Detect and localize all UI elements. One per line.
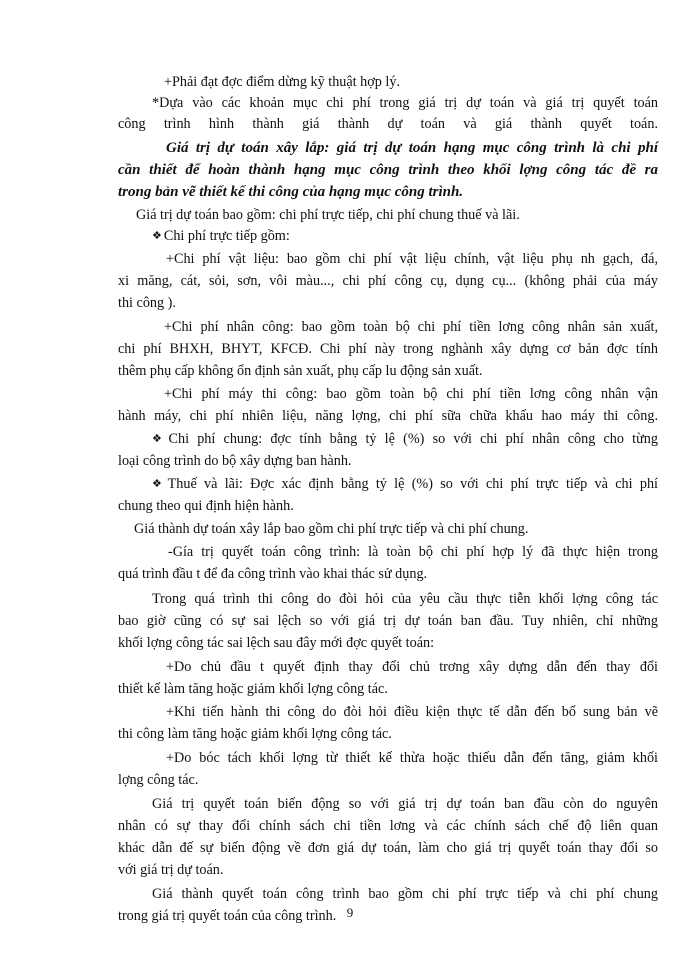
text-line: +Do chủ đầu t quyết định thay đổi chủ trơng xây dựng dẫn đến thay đổi: [166, 659, 658, 675]
text-line: +Chi phí máy thi công: bao gồm toàn bộ chi phí tiền lơng công nhân vận: [164, 386, 658, 402]
text-line: -Gía trị quyết toán công trình: là toàn bộ chi phí hợp lý đã thực hiện trong: [168, 544, 658, 560]
text-line: loại công trình do bộ xây dựng ban hành.: [118, 453, 352, 469]
emphasis-line: trong bản vẽ thiết kế thi công của hạng mục công trình.: [118, 184, 464, 200]
text-line: khác dẫn đế sự biến động về đơn giá dự toán, làm cho giá trị quyết toán thay đổi so: [118, 840, 658, 856]
bullet-line: ❖ Thuế và lãi: Đợc xác định bằng tỷ lệ (%) so với chi phí trực tiếp và chi phí: [152, 474, 658, 496]
text-line: +Khi tiến hành thi công do đòi hỏi điều kiện thực tế dẫn đến bổ sung bản vẽ: [166, 704, 658, 720]
text-line: Giá trị quyết toán biến động so với giá trị dự toán ban đầu còn do nguyên: [152, 796, 658, 812]
text-line: chung theo qui định hiện hành.: [118, 498, 294, 514]
text-line: +Do bóc tách khối lợng từ thiết kế thừa hoặc thiếu dẫn đến tăng, giảm khối: [166, 750, 658, 766]
text-line: +Chi phí nhân công: bao gồm toàn bộ chi phí tiền lơng công nhân sản xuất,: [164, 319, 658, 335]
page-number: 9: [346, 905, 354, 920]
text-line: khối lợng công tác sai lệch sau đây mới đợc quyết toán:: [118, 635, 435, 651]
text-line: +Chi phí vật liệu: bao gồm chi phí vật liệu chính, vật liệu phụ nh gạch, đá,: [166, 251, 658, 267]
bullet-line: ❖ Chi phí chung: đợc tính bằng tỷ lệ (%) so với chi phí nhân công cho từng: [152, 429, 658, 451]
text-line: quá trình đầu t để đa công trình vào khai thác sử dụng.: [118, 566, 428, 582]
text-line: với giá trị dự toán.: [118, 862, 224, 878]
bullet-line: ❖ Chi phí trực tiếp gồm:: [152, 226, 658, 248]
text-line: bao giờ cũng có sự sai lệch so với giá trị dự toán ban đầu. Tuy nhiên, chỉ những: [118, 613, 658, 629]
text-line: thêm phụ cấp không ổn định sản xuất, phụ cấp lu động sản xuất.: [118, 363, 483, 379]
text-line: Trong quá trình thi công do đòi hỏi của yêu cầu thực tiễn khối lợng công tác: [152, 591, 658, 607]
text-line: hành máy, chi phí nhiên liệu, năng lợng, chi phí sữa chữa khấu hao máy thi công.: [118, 408, 658, 424]
text-line: trong giá trị quyết toán của công trình.: [118, 908, 337, 924]
text-line: +Phải đạt đợc điểm dừng kỹ thuật hợp lý.: [164, 74, 400, 90]
text-line: Giá thành quyết toán công trình bao gồm chi phí trực tiếp và chi phí chung: [152, 886, 658, 902]
text-line: lợng công tác.: [118, 772, 199, 788]
emphasis-line: Giá trị dự toán xây lắp: giá trị dự toán hạng mục công trình là chi phí: [166, 140, 658, 156]
text-line: thi công ).: [118, 295, 176, 311]
text-line: Giá thành dự toán xây lắp bao gồm chi phí trực tiếp và chi phí chung.: [134, 521, 529, 537]
text-line: thiết kế làm tăng hoặc giảm khối lợng công tác.: [118, 681, 388, 697]
text-line: Giá trị dự toán bao gồm: chi phí trực tiếp, chi phí chung thuế và lãi.: [136, 207, 520, 223]
text-line: chi phí BHXH, BHYT, KFCĐ. Chi phí này trong nghành xây dựng cơ bản đợc tính: [118, 341, 658, 357]
text-line: thi công làm tăng hoặc giảm khối lợng công tác.: [118, 726, 392, 742]
text-line: *Dựa vào các khoản mục chi phí trong giá trị dự toán và giá trị quyết toán: [152, 95, 658, 111]
emphasis-line: cần thiết để hoàn thành hạng mục công trình theo khối lợng công tác đề ra: [118, 162, 658, 178]
text-line: xi măng, cát, sỏi, sơn, vôi màu..., chi phí công cụ, dụng cụ... (không phải của máy: [118, 273, 658, 289]
text-line: công trình hình thành giá thành dự toán và giá thành quyết toán.: [118, 116, 658, 132]
text-line: nhân có sự thay đổi chính sách chi tiền lơng và các chính sách chế độ liên quan: [118, 818, 658, 834]
